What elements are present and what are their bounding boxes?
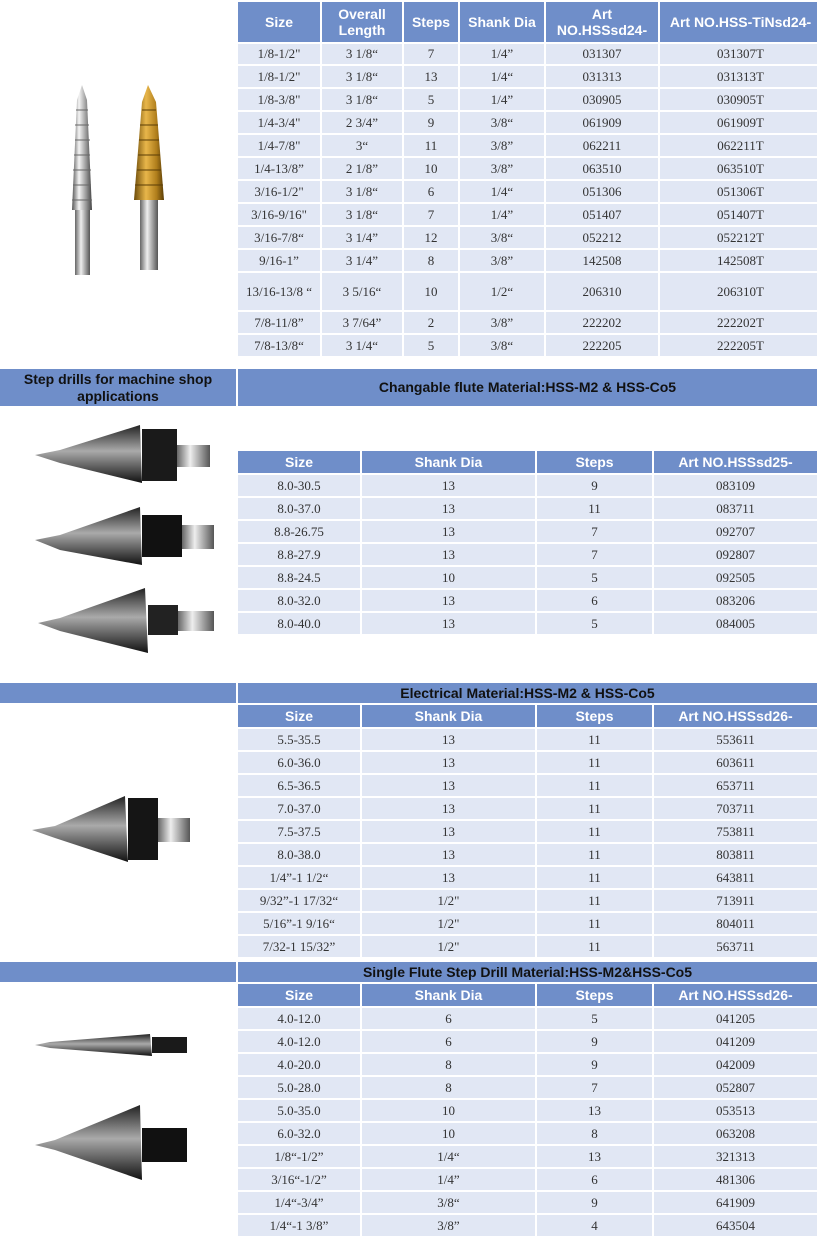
table-cell: 7 (537, 544, 652, 565)
drill-1 (35, 425, 210, 483)
table-cell: 7.0-37.0 (238, 798, 360, 819)
table-cell: 9 (537, 475, 652, 496)
table-cell: 321313 (654, 1146, 817, 1167)
table-cell: 1/2" (362, 890, 535, 911)
table-cell: 3/8“ (460, 335, 544, 356)
column-header: Shank Dia (362, 451, 535, 473)
table-row (238, 204, 817, 225)
table-cell: 11 (537, 729, 652, 750)
column-header: Art NO.HSSsd25- (654, 451, 817, 473)
table-cell: 8.0-38.0 (238, 844, 360, 865)
table-cell: 11 (537, 752, 652, 773)
table-cell: 643504 (654, 1215, 817, 1236)
table-row (238, 89, 817, 110)
table-cell: 5.5-35.5 (238, 729, 360, 750)
table-cell: 11 (537, 775, 652, 796)
table-cell: 13 (537, 1100, 652, 1121)
table-cell: 7 (537, 1077, 652, 1098)
table-cell: 5/16”-1 9/16“ (238, 913, 360, 934)
table-cell: 6 (362, 1031, 535, 1052)
table-cell: 1/8-1/2" (238, 44, 320, 64)
table-cell: 083711 (654, 498, 817, 519)
table-cell: 6 (362, 1008, 535, 1029)
column-header: Steps (537, 984, 652, 1006)
table-cell: 3 7/64” (322, 312, 402, 333)
table-cell: 030905T (660, 89, 817, 110)
table-cell: 703711 (654, 798, 817, 819)
table-cell: 9/32”-1 17/32“ (238, 890, 360, 911)
table-cell: 9 (404, 112, 458, 133)
table-cell: 713911 (654, 890, 817, 911)
table-cell: 13 (362, 775, 535, 796)
table-cell: 13 (362, 590, 535, 611)
table-cell: 031307T (660, 44, 817, 64)
table-row (238, 1123, 817, 1144)
table-cell: 1/4-7/8" (238, 135, 320, 156)
table-cell: 5 (537, 1008, 652, 1029)
table-cell: 653711 (654, 775, 817, 796)
column-header: Shank Dia (362, 984, 535, 1006)
table-cell: 11 (537, 890, 652, 911)
table-cell: 041205 (654, 1008, 817, 1029)
table-cell: 3/16“-1/2” (238, 1169, 360, 1190)
drill-wide (35, 1105, 187, 1180)
drill-2 (35, 507, 214, 565)
table-cell: 8.0-30.5 (238, 475, 360, 496)
column-header: Size (238, 451, 360, 473)
table-cell: 11 (537, 867, 652, 888)
table-cell: 9 (537, 1031, 652, 1052)
table-cell: 553611 (654, 729, 817, 750)
table-cell: 2 3/4” (322, 112, 402, 133)
table-cell: 1/8-3/8" (238, 89, 320, 110)
table-cell: 061909T (660, 112, 817, 133)
table-cell: 1/2“ (460, 273, 544, 310)
table-cell: 641909 (654, 1192, 817, 1213)
table-cell: 1/4“ (460, 66, 544, 87)
table-row (238, 613, 817, 634)
table-row (238, 1169, 817, 1190)
table-row (238, 567, 817, 588)
table-cell: 030905 (546, 89, 658, 110)
table-cell: 8 (537, 1123, 652, 1144)
table-cell: 3 1/8“ (322, 181, 402, 202)
table-cell: 1/4” (460, 44, 544, 64)
table-cell: 142508 (546, 250, 658, 271)
table-cell: 3/8“ (460, 227, 544, 248)
table-cell: 6.0-32.0 (238, 1123, 360, 1144)
table-cell: 051407T (660, 204, 817, 225)
table-cell: 3/8” (460, 250, 544, 271)
table-row (238, 890, 817, 911)
table-row (238, 521, 817, 542)
column-header: Shank Dia (362, 705, 535, 727)
table-cell: 10 (362, 1123, 535, 1144)
table-cell: 1/4” (460, 204, 544, 225)
table-row (238, 844, 817, 865)
table-cell: 8 (362, 1077, 535, 1098)
table-cell: 1/8“-1/2” (238, 1146, 360, 1167)
table-cell: 13 (362, 613, 535, 634)
table-row (238, 181, 817, 202)
table-cell: 061909 (546, 112, 658, 133)
table-cell: 2 1/8” (322, 158, 402, 179)
step-drill-photo-electrical (30, 792, 200, 872)
column-header: Size (238, 705, 360, 727)
table-cell: 643811 (654, 867, 817, 888)
table-cell: 3 1/8“ (322, 89, 402, 110)
table-cell: 092505 (654, 567, 817, 588)
table-cell: 083109 (654, 475, 817, 496)
table-cell: 13 (404, 66, 458, 87)
table-cell: 11 (537, 498, 652, 519)
table-row (238, 936, 817, 957)
table-row (238, 135, 817, 156)
table-row (238, 1077, 817, 1098)
column-header: Shank Dia (460, 2, 544, 42)
table-cell: 13 (362, 752, 535, 773)
table-cell: 603611 (654, 752, 817, 773)
table-cell: 052212T (660, 227, 817, 248)
table-cell: 041209 (654, 1031, 817, 1052)
table-cell: 3 5/16“ (322, 273, 402, 310)
table-cell: 13 (362, 844, 535, 865)
table-cell: 5 (404, 335, 458, 356)
table-row (238, 312, 817, 333)
table-cell: 5 (404, 89, 458, 110)
table-cell: 10 (362, 567, 535, 588)
section-title-electrical: Electrical Material:HSS-M2 & HSS-Co5 (400, 684, 655, 701)
table-cell: 6 (404, 181, 458, 202)
table-cell: 3/8” (460, 158, 544, 179)
table-cell: 7 (537, 521, 652, 542)
table-cell: 13 (537, 1146, 652, 1167)
table-cell: 1/4-3/4" (238, 112, 320, 133)
table-cell: 3/8“ (362, 1192, 535, 1213)
table-cell: 063208 (654, 1123, 817, 1144)
column-header: Size (238, 2, 320, 42)
table-cell: 13 (362, 867, 535, 888)
column-header: Art NO.HSSsd24- (546, 2, 658, 42)
table-cell: 092707 (654, 521, 817, 542)
table-row (238, 1215, 817, 1236)
table-cell: 1/4-13/8” (238, 158, 320, 179)
table-cell: 8.0-37.0 (238, 498, 360, 519)
table-cell: 13 (362, 821, 535, 842)
table-cell: 5 (537, 567, 652, 588)
table-cell: 7/8-11/8” (238, 312, 320, 333)
step-drill-photo-pair (60, 80, 200, 290)
table-cell: 11 (537, 844, 652, 865)
table-cell: 13 (362, 475, 535, 496)
table-cell: 8.8-26.75 (238, 521, 360, 542)
table-cell: 6 (537, 590, 652, 611)
table-cell: 7/32-1 15/32” (238, 936, 360, 957)
table-row (238, 158, 817, 179)
table-cell: 222202 (546, 312, 658, 333)
table-cell: 13 (362, 544, 535, 565)
table-row (238, 250, 817, 271)
section-band-electrical (0, 683, 817, 703)
column-header: Steps (537, 705, 652, 727)
section-title-single-flute: Single Flute Step Drill Material:HSS-M2&HSS-Co5 (362, 963, 693, 980)
table-cell: 7 (404, 44, 458, 64)
table-cell: 051306T (660, 181, 817, 202)
table-row (238, 775, 817, 796)
table-cell: 4.0-20.0 (238, 1054, 360, 1075)
table-cell: 083206 (654, 590, 817, 611)
table-cell: 11 (537, 913, 652, 934)
table-cell: 7/8-13/8“ (238, 335, 320, 356)
table-row (238, 66, 817, 87)
table-cell: 9 (537, 1054, 652, 1075)
column-header: Size (238, 984, 360, 1006)
table-cell: 1/4” (460, 89, 544, 110)
table-cell: 051306 (546, 181, 658, 202)
table-cell: 3 1/8“ (322, 44, 402, 64)
table-cell: 051407 (546, 204, 658, 225)
table-cell: 206310T (660, 273, 817, 310)
table-cell: 3/8” (362, 1215, 535, 1236)
table-cell: 1/4“ (362, 1146, 535, 1167)
table-cell: 1/4“-3/4” (238, 1192, 360, 1213)
table-cell: 7.5-37.5 (238, 821, 360, 842)
table-cell: 13 (362, 798, 535, 819)
table-cell: 753811 (654, 821, 817, 842)
table-cell: 11 (537, 936, 652, 957)
table-cell: 8.8-27.9 (238, 544, 360, 565)
table-cell: 063510T (660, 158, 817, 179)
table-row (238, 273, 817, 310)
table-cell: 10 (404, 273, 458, 310)
table-cell: 11 (537, 798, 652, 819)
table-cell: 031313T (660, 66, 817, 87)
hss-step-drill-table (236, 0, 817, 358)
table-cell: 8.8-24.5 (238, 567, 360, 588)
table-row (238, 1100, 817, 1121)
table-cell: 804011 (654, 913, 817, 934)
section-left-title: Step drills for machine shop applications (23, 370, 213, 404)
column-header: Steps (404, 2, 458, 42)
table-cell: 031313 (546, 66, 658, 87)
table-cell: 6 (537, 1169, 652, 1190)
table-cell: 11 (404, 135, 458, 156)
section-title-changable-flute: Changable flute Material:HSS-M2 & HSS-Co5 (378, 379, 677, 395)
table-row (238, 544, 817, 565)
table-cell: 062211T (660, 135, 817, 156)
table-row (238, 590, 817, 611)
table-cell: 3 1/4” (322, 227, 402, 248)
table-cell: 563711 (654, 936, 817, 957)
table-cell: 8.0-32.0 (238, 590, 360, 611)
table-row (238, 335, 817, 356)
table-row (238, 227, 817, 248)
table-cell: 1/4“ (460, 181, 544, 202)
column-header: Steps (537, 451, 652, 473)
table-row (238, 821, 817, 842)
table-cell: 9 (537, 1192, 652, 1213)
table-cell: 13 (362, 729, 535, 750)
table-row (238, 1031, 817, 1052)
table-cell: 3 1/8“ (322, 66, 402, 87)
electrical-table (236, 703, 817, 959)
section-band-single-flute (0, 962, 817, 982)
table-cell: 062211 (546, 135, 658, 156)
table-cell: 052212 (546, 227, 658, 248)
table-cell: 481306 (654, 1169, 817, 1190)
table-cell: 1/4“-1 3/8” (238, 1215, 360, 1236)
table-cell: 10 (362, 1100, 535, 1121)
table-cell: 4.0-12.0 (238, 1031, 360, 1052)
table-cell: 7 (404, 204, 458, 225)
table-cell: 3 1/8“ (322, 204, 402, 225)
table-cell: 10 (404, 158, 458, 179)
table-cell: 052807 (654, 1077, 817, 1098)
table-cell: 6.5-36.5 (238, 775, 360, 796)
drill-3 (38, 588, 214, 653)
table-row (238, 752, 817, 773)
table-cell: 222205 (546, 335, 658, 356)
table-row (238, 913, 817, 934)
table-cell: 063510 (546, 158, 658, 179)
table-row (238, 1146, 817, 1167)
table-cell: 3/16-1/2" (238, 181, 320, 202)
column-header: Art NO.HSS-TiNsd24- (660, 2, 817, 42)
table-cell: 3/8“ (460, 112, 544, 133)
table-cell: 1/8-1/2" (238, 66, 320, 87)
table-cell: 031307 (546, 44, 658, 64)
table-cell: 8 (404, 250, 458, 271)
step-drill-photo-single-flute (30, 1020, 200, 1180)
table-cell: 3/16-7/8“ (238, 227, 320, 248)
table-cell: 042009 (654, 1054, 817, 1075)
single-flute-table (236, 982, 817, 1238)
table-cell: 11 (537, 821, 652, 842)
table-row (238, 729, 817, 750)
table-cell: 3“ (322, 135, 402, 156)
column-header: Art NO.HSSsd26- (654, 705, 817, 727)
table-row (238, 1008, 817, 1029)
table-cell: 12 (404, 227, 458, 248)
table-cell: 3 1/4” (322, 250, 402, 271)
table-cell: 3/16-9/16" (238, 204, 320, 225)
table-cell: 803811 (654, 844, 817, 865)
table-cell: 13 (362, 521, 535, 542)
table-cell: 053513 (654, 1100, 817, 1121)
table-cell: 1/4” (362, 1169, 535, 1190)
table-cell: 3 1/4“ (322, 335, 402, 356)
table-cell: 4 (537, 1215, 652, 1236)
table-cell: 206310 (546, 273, 658, 310)
table-cell: 092807 (654, 544, 817, 565)
table-cell: 3/8” (460, 135, 544, 156)
table-cell: 13/16-13/8 “ (238, 273, 320, 310)
table-cell: 1/2" (362, 936, 535, 957)
table-row (238, 798, 817, 819)
table-row (238, 44, 817, 64)
table-row (238, 498, 817, 519)
drill-thin (35, 1034, 187, 1056)
table-cell: 9/16-1” (238, 250, 320, 271)
table-cell: 1/2" (362, 913, 535, 934)
table-cell: 142508T (660, 250, 817, 271)
table-cell: 084005 (654, 613, 817, 634)
table-cell: 8.0-40.0 (238, 613, 360, 634)
table-cell: 4.0-12.0 (238, 1008, 360, 1029)
column-header: Art NO.HSSsd26- (654, 984, 817, 1006)
table-row (238, 475, 817, 496)
table-cell: 13 (362, 498, 535, 519)
step-drill-photo-machine-shop (30, 415, 230, 655)
section-band-changable-flute (0, 369, 817, 406)
table-cell: 222205T (660, 335, 817, 356)
table-cell: 5.0-35.0 (238, 1100, 360, 1121)
table-row (238, 112, 817, 133)
table-row (238, 1054, 817, 1075)
table-cell: 8 (362, 1054, 535, 1075)
table-cell: 3/8” (460, 312, 544, 333)
table-cell: 2 (404, 312, 458, 333)
table-cell: 222202T (660, 312, 817, 333)
changable-flute-table (236, 449, 817, 636)
table-cell: 6.0-36.0 (238, 752, 360, 773)
column-header: Overall Length (322, 2, 402, 42)
table-cell: 5 (537, 613, 652, 634)
table-row (238, 1192, 817, 1213)
table-row (238, 867, 817, 888)
table-cell: 5.0-28.0 (238, 1077, 360, 1098)
table-cell: 1/4”-1 1/2“ (238, 867, 360, 888)
